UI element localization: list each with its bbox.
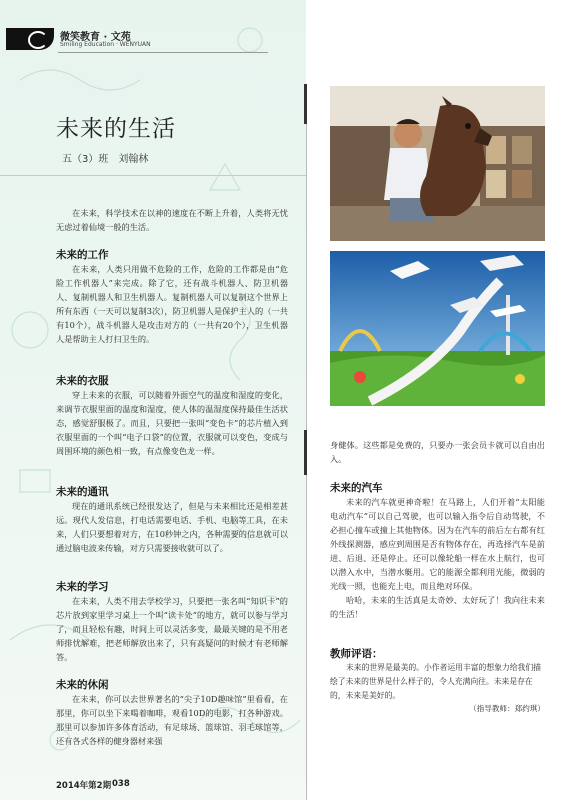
section-heading: 未来的衣服 — [56, 375, 109, 387]
section-study — [56, 579, 288, 664]
column-divider-accent — [304, 84, 307, 124]
section-text: 未来的汽车就更神奇啦！在马路上，人们开着“太阳能电动汽车”可以自己驾驶，也可以输入指令后自动驾驶，不必担心撞车或撞上其他物体。因为在汽车的前后左右都有红外线探测器，感应到周围是否有物体存在，再选择汽车是前进、后退、还是停止。还可以像轮船一样在水上航行，也可以潜入水中，当潜水艇用。它的能源全都利用光能，微弱的光线一照，也能充上电，而且绝对环保。 — [330, 497, 545, 591]
closing-paragraph: 哈哈，未来的生活真是太奇妙、太好玩了！我向往未来的生活！ — [330, 595, 545, 619]
section-communication — [56, 484, 288, 555]
section-leisure — [56, 677, 288, 748]
comment-text: 未来的世界是最美的。小作者运用丰富的想象力给我们描绘了未来的世界是什么样子的，令人充满向往。未来是存在的，未来是美好的。 — [330, 663, 541, 700]
section-heading: 未来的学习 — [56, 581, 109, 593]
section-heading: 未来的汽车 — [330, 482, 383, 494]
page-number: 038 — [112, 779, 130, 789]
magazine-header — [0, 0, 306, 58]
magazine-name-en: Smiling Education · WENYUAN — [60, 41, 151, 48]
section-text: 在未来，你可以去世界著名的“尖子10D趣味馆”里看看，在那里，你可以坐下来喝着咖啡，观看10D的电影，打各种游戏。那里可以参加许多体育活动，有足球场、篮球馆、羽毛球馆等，还有各式各样的健身器材来强 — [56, 694, 288, 746]
comment-signature: （指导教师：郑约琪） — [469, 704, 545, 713]
section-text: 现在的通讯系统已经很发达了，但是与未来相比还是相差甚远。现代人发信息，打电话需要电话、手机、电脑等工具，在未来，人们只要想着对方，在10秒钟之内，各种需要的信息就可以通过脑电波来传输，对方只需要接收就可以了。 — [56, 501, 288, 553]
magazine-name: 微笑教育 · 文苑 — [60, 32, 131, 43]
section-text: 在未来，人类只用做不危险的工作，危险的工作都是由“危险工作机器人”来完成。除了它，还有战斗机器人、防卫机器人、复制机器人和卫生机器人。复制机器人可以复制这个世界上所有东西（一天可以复制3次），防卫机器人是保护主人的（一共有10个），战斗机器人是攻击对方的（一共有20个），卫生机器人是帮助主人打扫卫生的。 — [56, 264, 288, 344]
section-text: 穿上未来的衣服，可以随着外面空气的温度和湿度的变化，来调节衣服里面的温度和湿度，使人体的温湿度保持最佳生活状态，感觉舒服极了。而且，只要把一张叫“变色卡”的芯片植入到衣服里面的一个叫“电子口袋”的位置，衣服就可以变色，变成与周围环境的颜色相一致，有点像变色龙一样。 — [56, 390, 288, 456]
article-author: 五（3）班 刘翰林 — [62, 154, 149, 165]
comment-heading: 教师评语： — [330, 648, 383, 660]
intro-paragraph: 在未来，科学技术在以神的速度在不断上升着，人类将无忧无虑过着仙境一般的生活。 — [56, 208, 288, 232]
futuristic-city-illustration — [330, 251, 545, 406]
section-heading: 未来的通讯 — [56, 486, 109, 498]
header-rule — [58, 52, 268, 53]
column-divider-accent — [304, 430, 307, 475]
boy-with-toy-horse-photo — [330, 86, 545, 241]
issue-label: 2014年第2期 — [56, 781, 112, 791]
section-car — [330, 480, 545, 621]
magazine-logo — [6, 28, 54, 50]
section-text: 在未来，人类不用去学校学习，只要把一张名叫“知识卡”的芯片放到家里学习桌上一个叫“读卡处”的地方，就可以参与学习了，而且轻松有趣，时间上可以灵活多变，最最关键的是不用老师排忧解难，把老师解放出来了，只有高疑问的时候才有老师解答。 — [56, 596, 288, 662]
leisure-continuation: 身健体。这些都是免费的，只要办一张会员卡就可以自由出入。 — [330, 440, 545, 464]
title-rule — [0, 175, 306, 176]
section-clothes — [56, 373, 288, 458]
article-title: 未来的生活 — [56, 116, 176, 142]
section-heading: 未来的工作 — [56, 249, 109, 261]
teacher-comment — [330, 646, 545, 714]
section-work — [56, 247, 288, 346]
section-heading: 未来的休闲 — [56, 679, 109, 691]
